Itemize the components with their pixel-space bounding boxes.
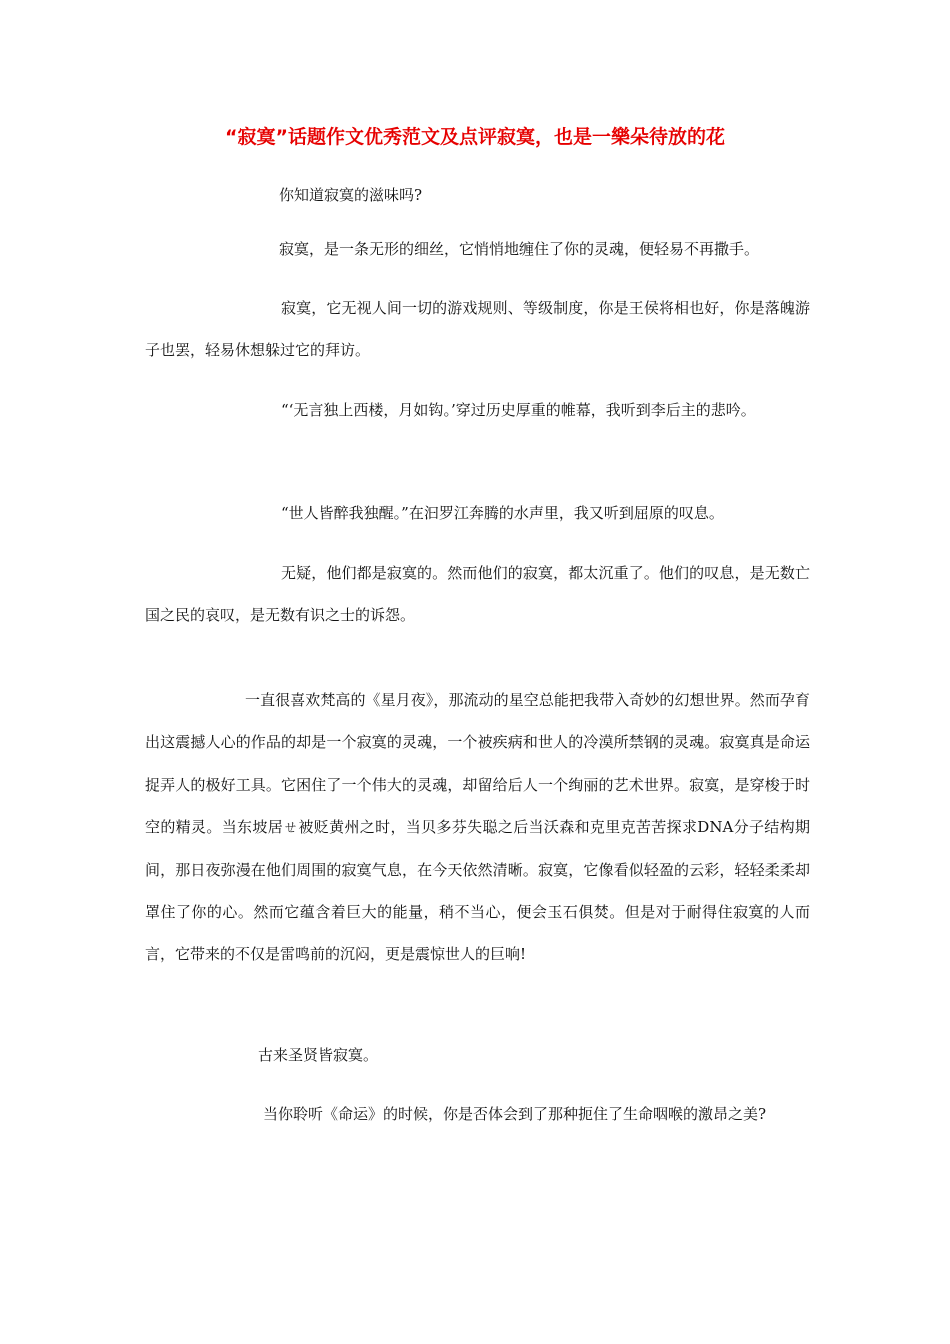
paragraph-9: 当你聆听《命运》的时候，你是否体会到了那种扼住了生命咽喉的激昂之美? [263, 1105, 767, 1123]
paragraph-2: 寂寞，是一条无形的细丝，它悄悄地缠住了你的灵魂，便轻易不再撒手。 [279, 240, 760, 258]
paragraph-7: 一直很喜欢梵高的《星月夜》，那流动的星空总能把我带入奇妙的幻想世界。然而孕育出这震撼人心的作品的却是一个寂寞的灵魂，一个被疾病和世人的冷漠所禁钢的灵魂。寂寞真是命运捉弄人的极好工具。它困住了一个伟大的灵魂，却留给后人一个绚丽的艺术世界。寂寞，是穿梭于时空的精灵。当东坡居ㄝ被贬黄州之时，当贝多芬失聪之后当沃森和克里克苦苦探求DNA分子结构期间，那日夜弥漫在他们周围的寂寞气息，在今天依然清晰。寂寞，它像看似轻盈的云彩，轻轻柔柔却罩住了你的心。然而它蕴含着巨大的能量，稍不当心，便会玉石俱焚。但是对于耐得住寂寞的人而言，它带来的不仅是雷鸣前的沉闷，更是震惊世人的巨响! [145, 691, 810, 964]
paragraph-5: “世人皆醉我独醒。”在汩罗江奔腾的水声里，我又听到屈原的叹息。 [281, 504, 724, 522]
paragraph-6: 无疑，他们都是寂寞的。然而他们的寂寞，都太沉重了。他们的叹息，是无数亡国之民的哀叹，是无数有识之士的诉怨。 [145, 564, 810, 624]
paragraph-4: “‘无言独上西楼，月如钩。’穿过历史厚重的帷幕，我听到李后主的悲吟。 [281, 401, 756, 419]
paragraph-3: 寂寞，它无视人间一切的游戏规则、等级制度，你是王侯将相也好，你是落魄游子也罢，轻易休想躲过它的拜访。 [145, 299, 810, 359]
paragraph-1: 你知道寂寞的滋味吗? [279, 186, 423, 204]
paragraph-8: 古来圣贤皆寂寞。 [258, 1046, 379, 1064]
document-title: “寂寞”话题作文优秀范文及点评寂寞，也是一樂朵待放的花 [225, 126, 725, 148]
